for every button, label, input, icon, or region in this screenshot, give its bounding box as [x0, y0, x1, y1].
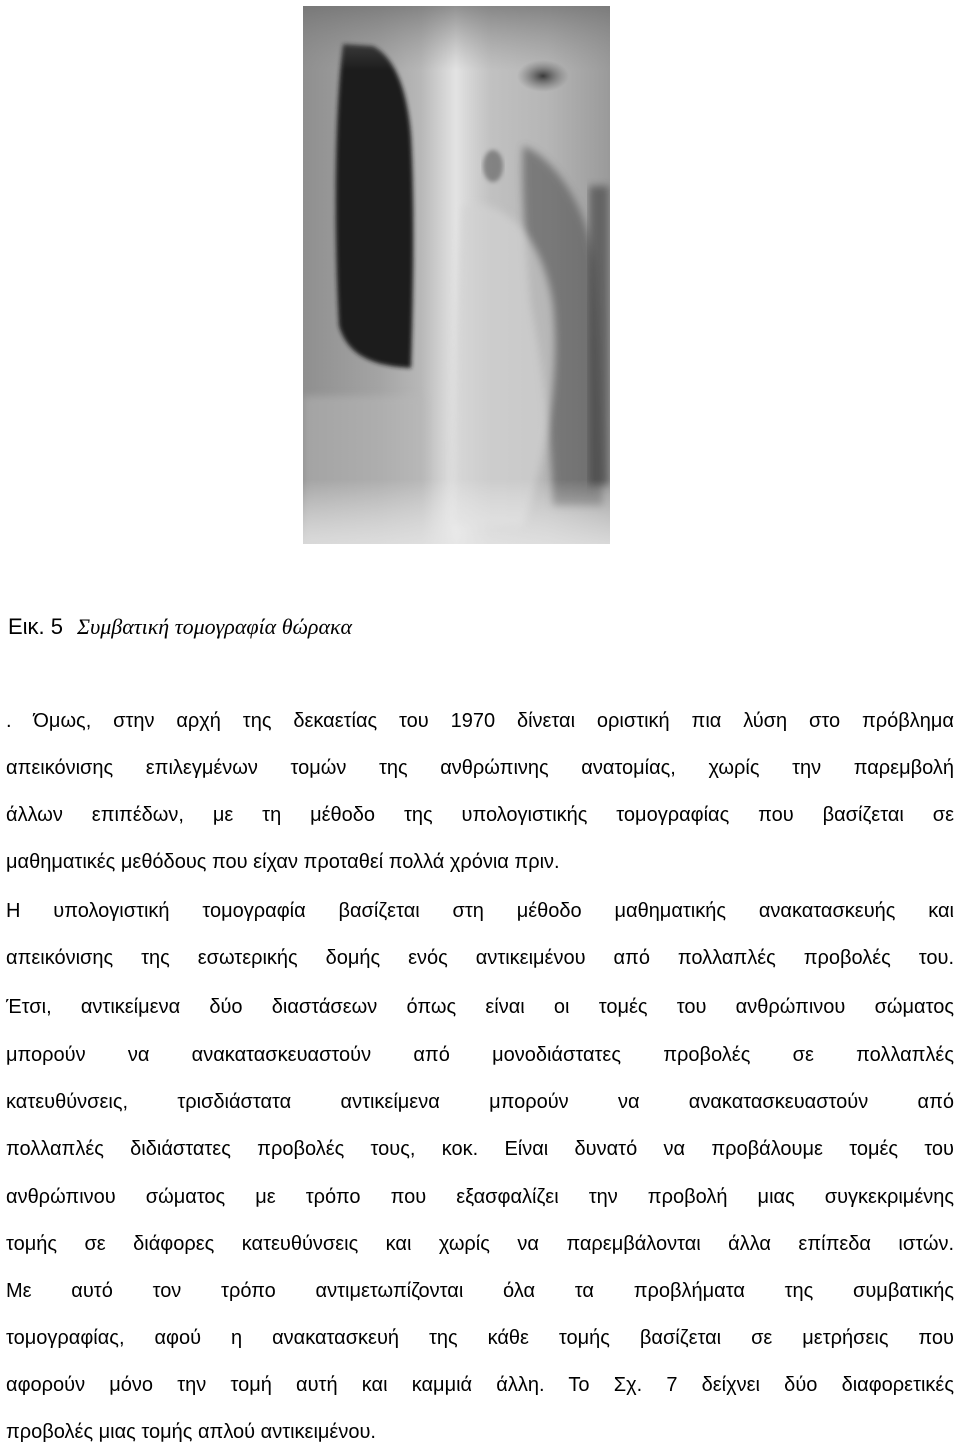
- paragraph-2-line-8: τομής σε διάφορες κατευθύνσεις και χωρίς να παρεμβάλονται άλλα επίπεδα ιστών.: [6, 1233, 954, 1255]
- paragraph-2-line-6: πολλαπλές διδιάστατες προβολές τους, κοκ. Είναι δυνατό να προβάλουμε τομές του: [6, 1138, 954, 1160]
- figure-caption: [8, 612, 352, 642]
- chest-xray-image: [303, 6, 610, 544]
- paragraph-2-line-4: μπορούν να ανακατασκευαστούν από μονοδιάστατες προβολές σε πολλαπλές: [6, 1044, 954, 1066]
- paragraph-2-line-1: Η υπολογιστική τομογραφία βασίζεται στη μέθοδο μαθηματικής ανακατασκευής και: [6, 900, 954, 922]
- paragraph-1-line-3: άλλων επιπέδων, με τη μέθοδο της υπολογιστικής τομογραφίας που βασίζεται σε: [6, 804, 954, 826]
- paragraph-2-line-7: ανθρώπινου σώματος με τρόπο που εξασφαλίζει την προβολή μιας συγκεκριμένης: [6, 1186, 954, 1208]
- paragraph-2-line-9: Με αυτό τον τρόπο αντιμετωπίζονται όλα τα προβλήματα της συμβατικής: [6, 1280, 954, 1302]
- figure-label: Εικ. 5: [8, 614, 64, 639]
- paragraph-2-line-10: τομογραφίας, αφού η ανακατασκευή της κάθε τομής βασίζεται σε μετρήσεις που: [6, 1327, 954, 1349]
- paragraph-1-line-1: . Όμως, στην αρχή της δεκαετίας του 1970 δίνεται οριστική πια λύση στο πρόβλημα: [6, 710, 954, 732]
- figure-title: Συμβατική τομογραφία θώρακα: [77, 614, 353, 639]
- paragraph-2-line-5: κατευθύνσεις, τρισδιάστατα αντικείμενα μπορούν να ανακατασκευαστούν από: [6, 1091, 954, 1113]
- paragraph-1-line-4: μαθηματικές μεθόδους που είχαν προταθεί πολλά χρόνια πριν.: [6, 851, 560, 873]
- xray-figure: [303, 6, 610, 544]
- paragraph-2-line-11: αφορούν μόνο την τομή αυτή και καμμιά άλλη. Το Σχ. 7 δείχνει δύο διαφορετικές: [6, 1374, 954, 1396]
- paragraph-1-line-2: απεικόνισης επιλεγμένων τομών της ανθρώπινης ανατομίας, χωρίς την παρεμβολή: [6, 757, 954, 779]
- paragraph-2-line-3: Έτσι, αντικείμενα δύο διαστάσεων όπως είναι οι τομές του ανθρώπινου σώματος: [6, 996, 954, 1018]
- paragraph-2-line-12: προβολές μιας τομής απλού αντικειμένου.: [6, 1421, 376, 1443]
- paragraph-2-line-2: απεικόνισης της εσωτερικής δομής ενός αντικειμένου από πολλαπλές προβολές του.: [6, 947, 954, 969]
